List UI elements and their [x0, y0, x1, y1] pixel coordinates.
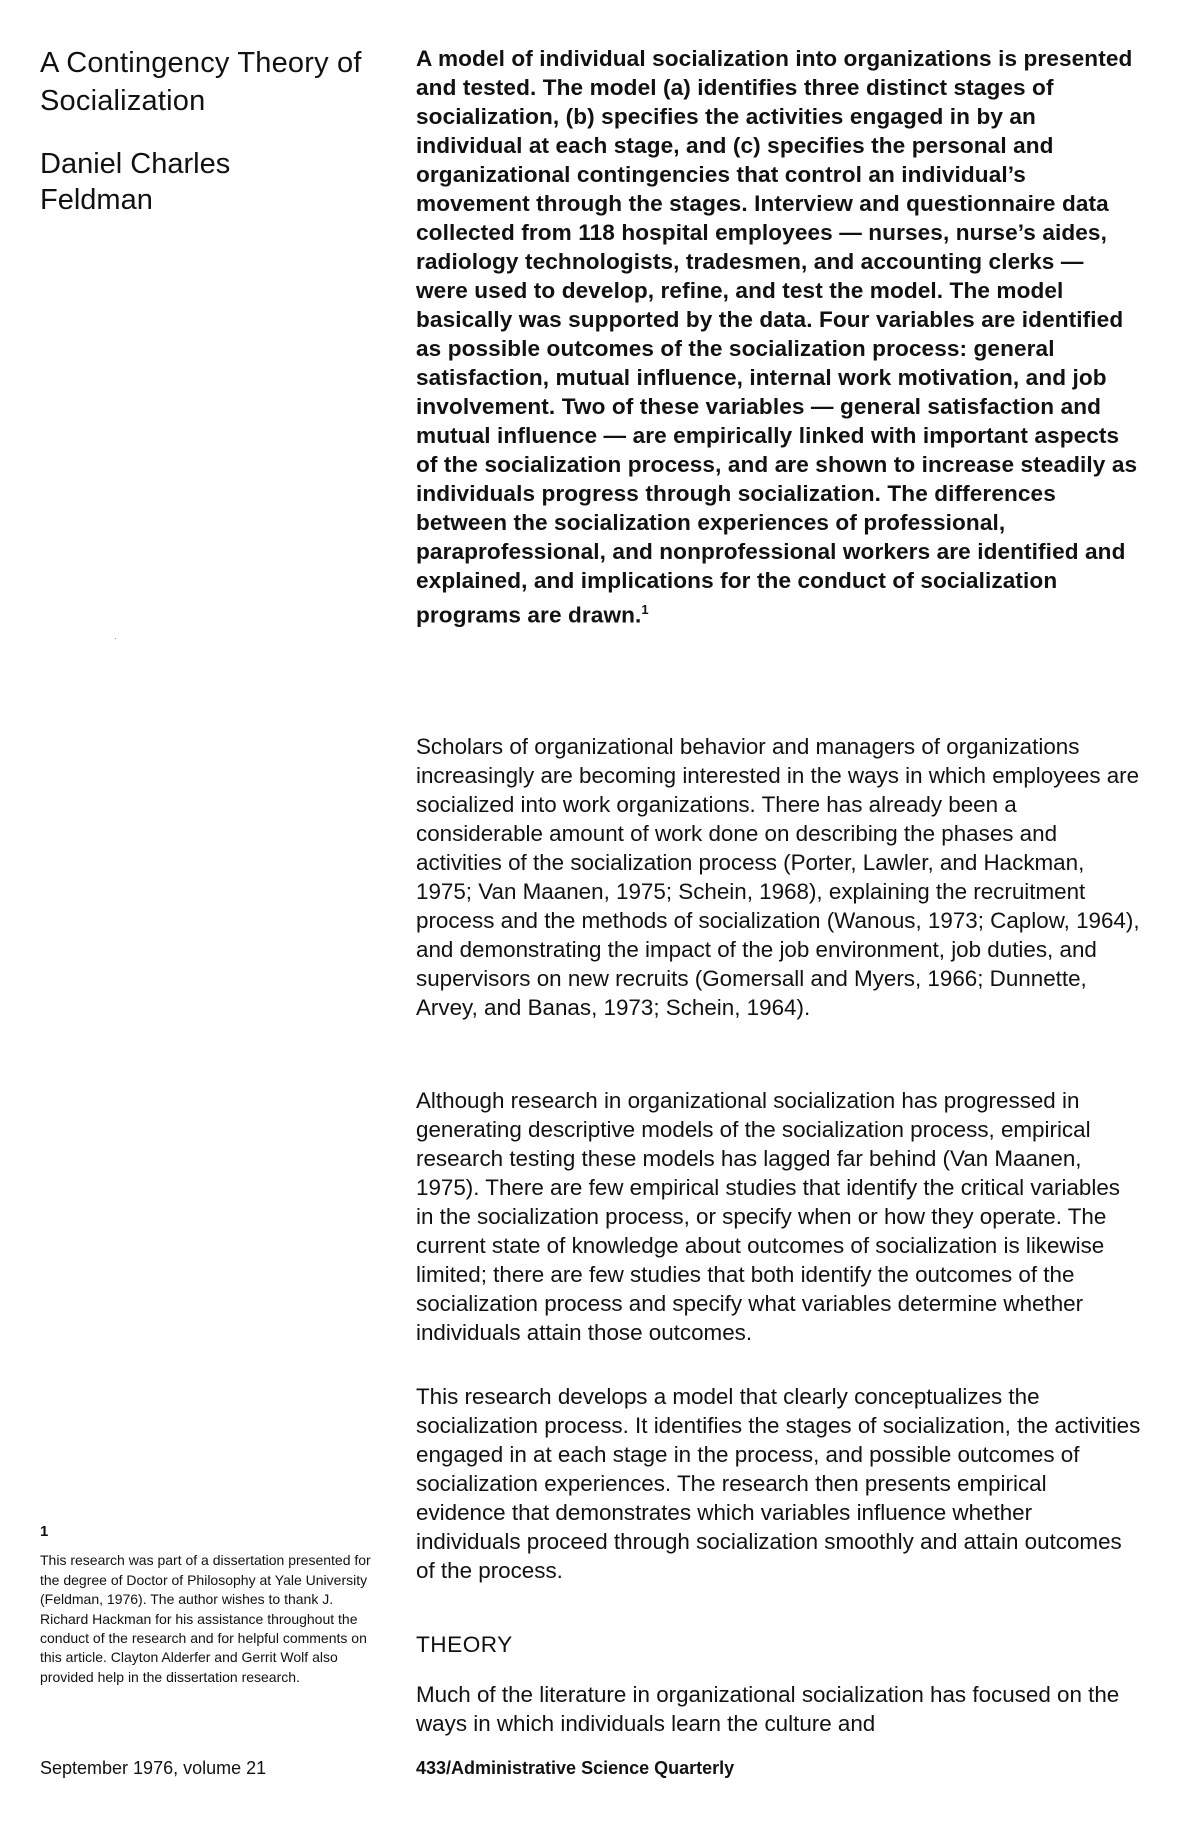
abstract-text: A model of individual socialization into organizations is presented and tested. The model (a) identifies three distinct stages of socialization, (b) specifies the activities engaged in by an individual at each stage, and (c) specifies the personal and organizational contingencies that control an individual’s movement through the stages. Interview and questionnaire data collected from 118 hospital employees — nurses, nurse’s aides, radiology technologists, tradesmen, and accounting clerks — were used to develop, refine, and test the model. The model basically was supported by the data. Four variables are identified as possible outcomes of the socialization process: general satisfaction, mutual influence, internal work motivation, and job involvement. Two of these variables — general satisfaction and mutual influence — are empirically linked with important aspects of the socialization process, and are shown to increase steadily as individuals progress through socialization. The differences between the socialization experiences of professional, paraprofessional, and nonprofessional workers are identified and explained, and implications for the conduct of socialization programs are drawn. [416, 46, 1138, 628]
title-block [40, 44, 385, 218]
theory-paragraph: Much of the literature in organizational socialization has focused on the ways in which individuals learn the culture and [416, 1682, 1120, 1736]
abstract-footnote-ref: 1 [641, 602, 649, 617]
footnote [40, 1522, 375, 1687]
article-title: A Contingency Theory of Socialization [40, 47, 362, 117]
body-paragraph-2: Although research in organizational socialization has progressed in generating descriptive models of the socialization process, empirical research testing these models has lagged far behind (Van Maanen, 1975). There are few empirical studies that identify the critical variables in the socialization process, or specify when or how they operate. The current state of knowledge about outcomes of socialization is likewise limited; there are few studies that both identify the outcomes of the socialization process and specify what variables determine whether individuals attain those outcomes. [416, 1088, 1120, 1345]
body-paragraph-3: This research develops a model that clearly conceptualizes the socialization process. It identifies the stages of socialization, the activities engaged in at each stage in the process, and possible outcomes of socialization experiences. The research then presents empirical evidence that demonstrates which variables influence whether individuals proceed through socialization smoothly and attain outcomes of the process. [416, 1384, 1141, 1583]
abstract-block [416, 44, 1141, 630]
author-name: Daniel Charles Feldman [40, 148, 231, 216]
section-heading-theory: THEORY [416, 1632, 513, 1657]
abstract-paragraph [416, 44, 1141, 630]
journal-footer: 433/Administrative Science Quarterly [416, 1758, 735, 1778]
footnote-text: This research was part of a dissertation presented for the degree of Doctor of Philosophy at Yale University (Feldman, 1976). The author wishes to thank J. Richard Hackman for his assistance throughout the conduct of the research and for helpful comments on this article. Clayton Alderfer and Gerrit Wolf also provided help in the dissertation research. [40, 1552, 371, 1685]
body-paragraph-1: Scholars of organizational behavior and managers of organizations increasingly are becoming interested in the ways in which employees are socialized into work organizations. There has already been a considerable amount of work done on describing the phases and activities of the socialization process (Porter, Lawler, and Hackman, 1975; Van Maanen, 1975; Schein, 1968), explaining the recruitment process and the methods of socialization (Wanous, 1973; Caplow, 1964), and demonstrating the impact of the job environment, job duties, and supervisors on new recruits (Gomersall and Myers, 1966; Dunnette, Arvey, and Banas, 1973; Schein, 1964). [416, 734, 1140, 1020]
stray-mark [115, 638, 116, 639]
footnote-number: 1 [40, 1523, 49, 1540]
issue-footer: September 1976, volume 21 [40, 1758, 267, 1778]
